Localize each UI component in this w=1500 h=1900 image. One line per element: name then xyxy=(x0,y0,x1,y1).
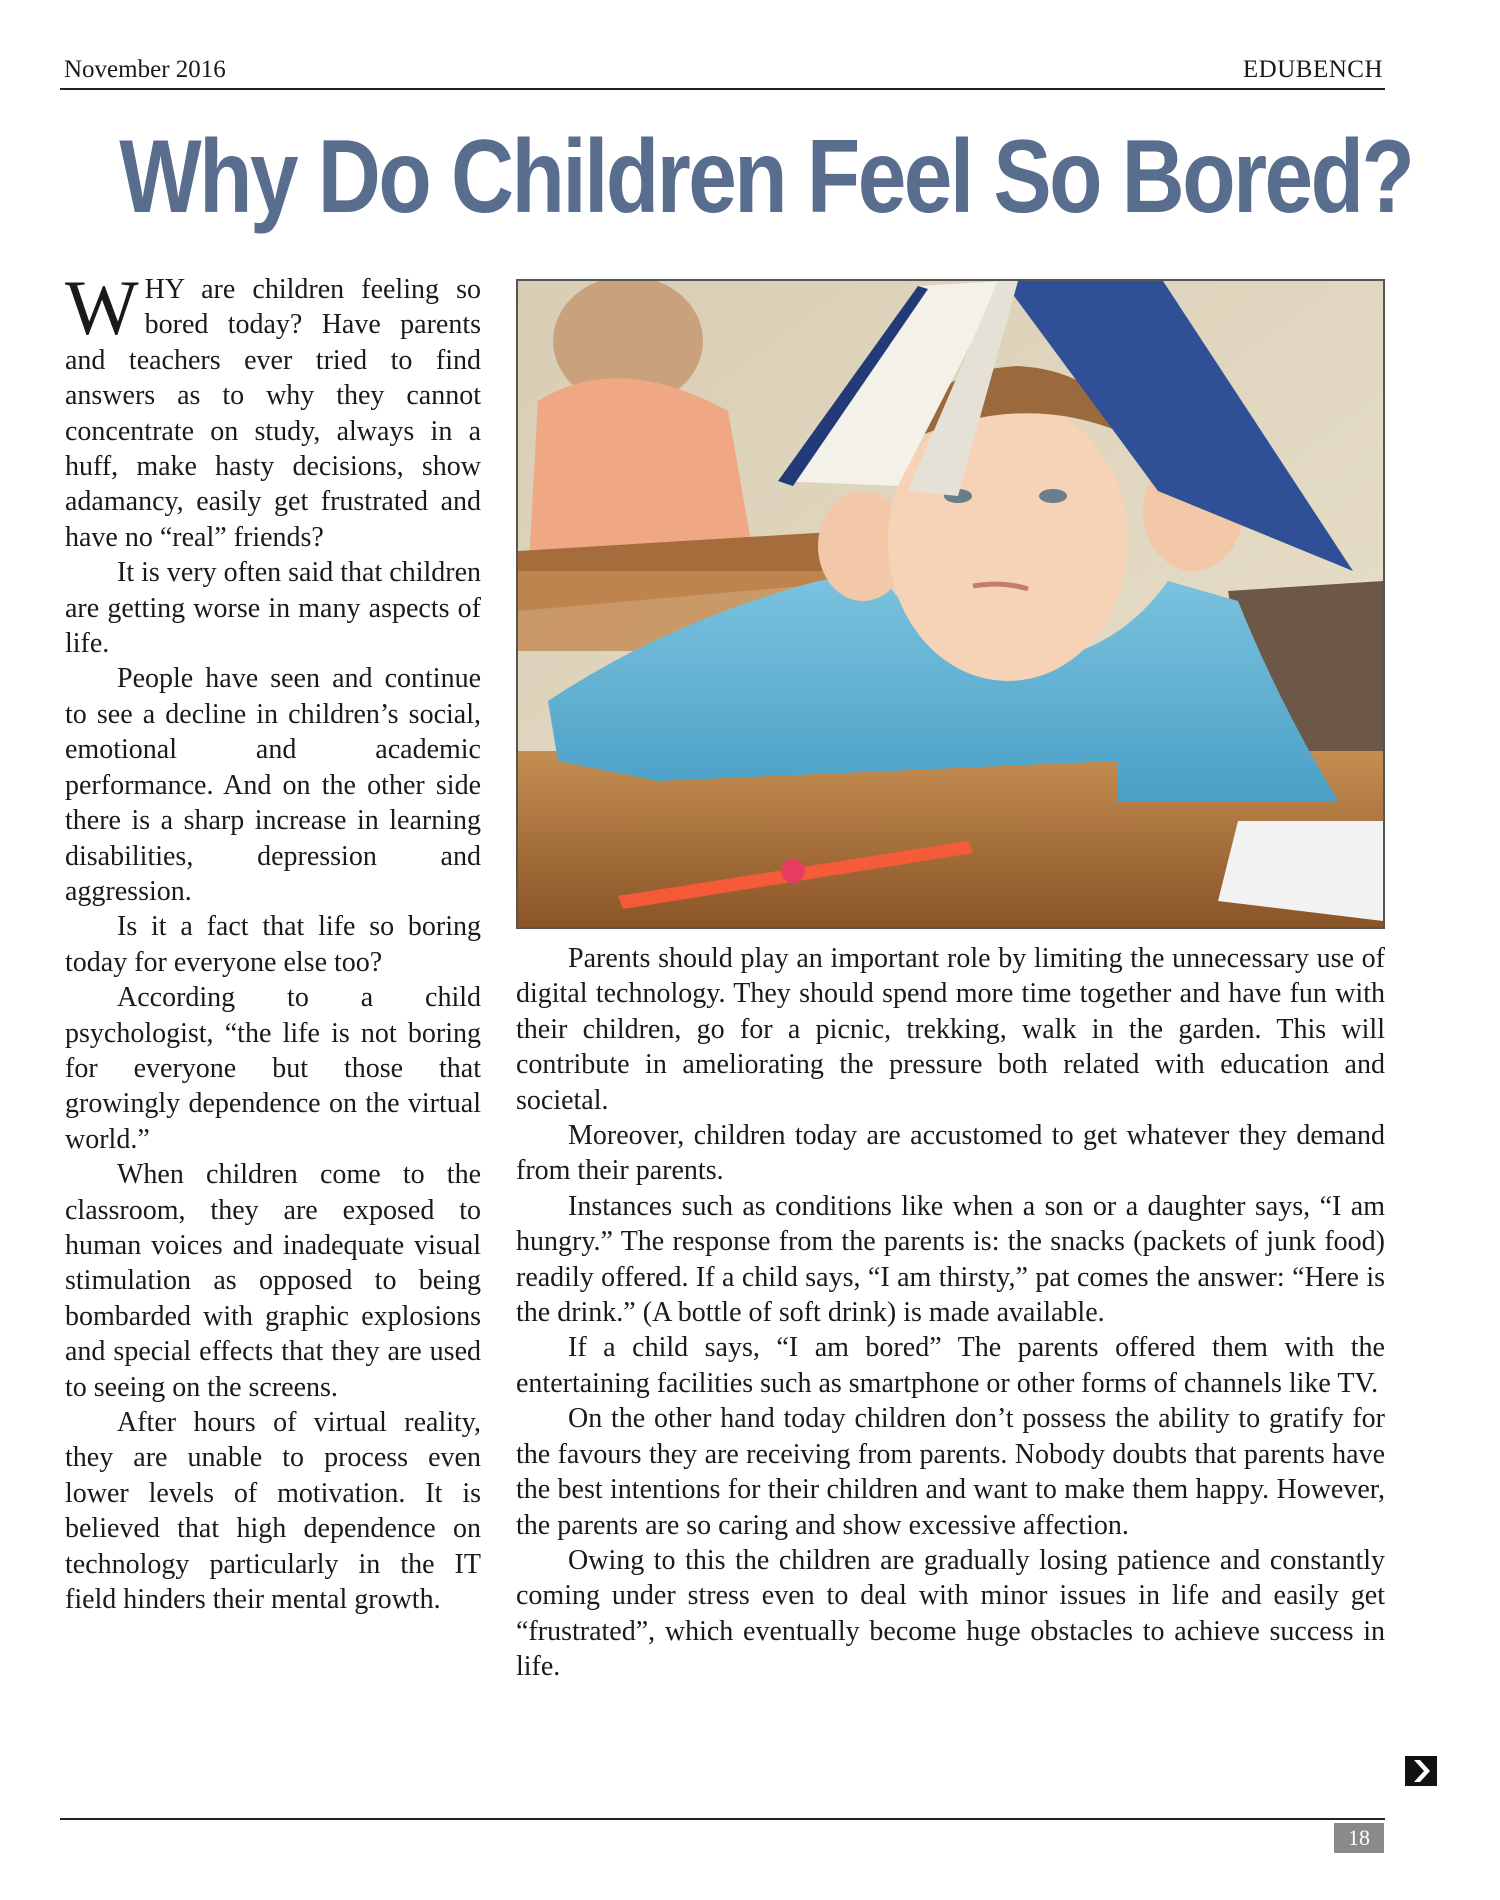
body-paragraph: According to a child psychologist, “the life is not boring for everyone but those that growingly dependence on the virtual world.” xyxy=(65,982,481,1155)
article-photo xyxy=(516,279,1385,929)
body-paragraph: It is very often said that children are getting worse in many aspects of life. xyxy=(65,557,481,660)
page-number: 18 xyxy=(1334,1823,1384,1853)
body-paragraph: On the other hand today children don’t possess the ability to gratify for the favours they are receiving from parents. Nobody doubts that parents have the best intentions for their children and want to make them happy. However, the parents are so caring and show excessive affection. xyxy=(516,1403,1385,1541)
lead-paragraph-text: HY are children feeling so bored today? Have parents and teachers ever tried to find answers as to why they cannot concentrate on study, always in a huff, make hasty decisions, show adamancy, easily get frustrated and have no “real” friends? xyxy=(65,274,481,553)
body-paragraph: Is it a fact that life so boring today for everyone else too? xyxy=(65,911,481,978)
body-paragraph: If a child says, “I am bored” The parents offered them with the entertaining facilities such as smartphone or other forms of channels like TV. xyxy=(516,1332,1385,1399)
body-paragraph: When children come to the classroom, they are exposed to human voices and inadequate visual stimulation as opposed to being bombarded with graphic explosions and special effects that they are used to seeing on the screens. xyxy=(65,1159,481,1403)
page-header xyxy=(60,52,1385,90)
lead-paragraph xyxy=(65,264,481,555)
drop-cap: W xyxy=(65,264,139,351)
next-page-arrow-icon[interactable] xyxy=(1405,1756,1437,1786)
right-column xyxy=(516,941,1385,1685)
body-paragraph: Instances such as conditions like when a son or a daughter says, “I am hungry.” The response from the parents is: the snacks (packets of junk food) readily offered. If a child says, “I am thirsty,” pat comes the answer: “Here is the drink.” (A bottle of soft drink) is made available. xyxy=(516,1190,1385,1329)
article-title: Why Do Children Feel So Bored? xyxy=(119,119,1413,235)
body-paragraph: Moreover, children today are accustomed to get whatever they demand from their parents. xyxy=(516,1120,1385,1187)
body-paragraph: Owing to this the children are gradually losing patience and constantly coming under stress even to deal with minor issues in life and easily get “frustrated”, which eventually become huge obstacles to achieve success in life. xyxy=(516,1544,1385,1683)
issue-date: November 2016 xyxy=(64,56,226,83)
body-paragraph: After hours of virtual reality, they are unable to process even lower levels of motivation. It is believed that high dependence on technology particularly in the IT field hinders their mental growth. xyxy=(65,1407,481,1616)
child-with-book-on-head-photo xyxy=(518,281,1383,927)
body-paragraph: Parents should play an important role by limiting the unnecessary use of digital technology. They should spend more time together and have fun with their children, go for a picnic, trekking, walk in the garden. This will contribute in ameliorating the pressure both related with education and societal. xyxy=(516,943,1385,1116)
footer-rule xyxy=(60,1818,1385,1820)
publication-name: EDUBENCH xyxy=(1242,56,1383,83)
body-paragraph: People have seen and continue to see a decline in children’s social, emotional and academic performance. And on the other side there is a sharp increase in learning disabilities, depression and aggression. xyxy=(65,663,481,907)
left-column xyxy=(65,264,481,1617)
